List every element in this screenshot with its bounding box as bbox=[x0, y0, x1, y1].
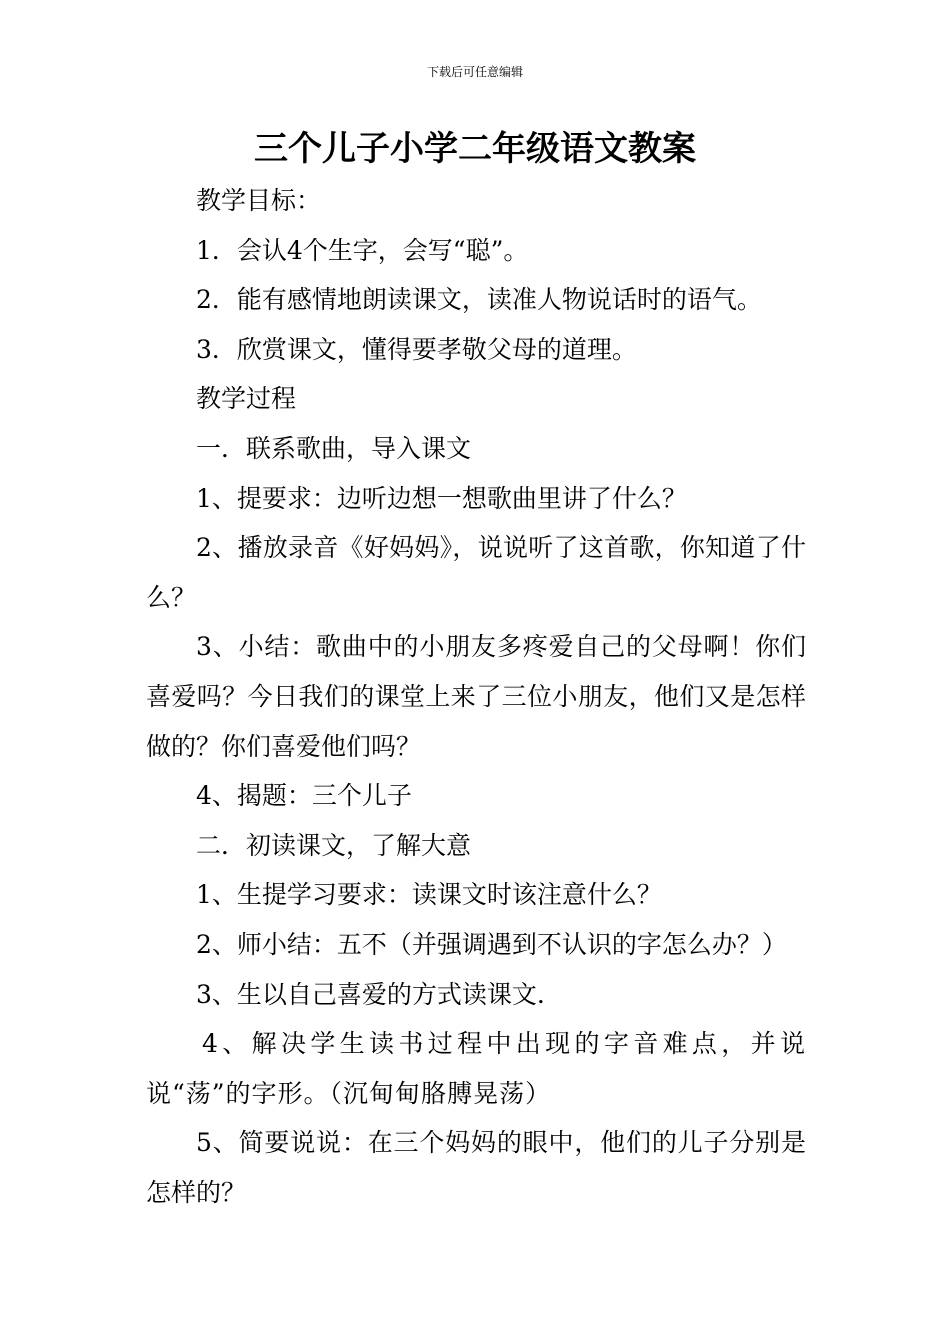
step-item: 5、简要说说：在三个妈妈的眼中，他们的儿子分别是怎样的？ bbox=[146, 1128, 806, 1207]
section-heading-process: 教学过程 bbox=[196, 384, 297, 414]
step-item: 4、解决学生读书过程中出现的字音难点，并说说“荡”的字形。（沉甸甸胳膊晃荡） bbox=[146, 1029, 806, 1108]
objective-item-3: 3．欣赏课文，懂得要孝敬父母的道理。 bbox=[196, 334, 637, 364]
step-item: 2、师小结：五不（并强调遇到不认识的字怎么办？） bbox=[196, 929, 787, 959]
step-item: 4、揭题：三个儿子 bbox=[196, 781, 412, 811]
step-item: 3、小结：歌曲中的小朋友多疼爱自己的父母啊！你们喜爱吗？今日我们的课堂上来了三位小朋友，他们又是怎样做的？你们喜爱他们吗？ bbox=[146, 632, 806, 761]
step-heading-1: 一．联系歌曲，导入课文 bbox=[196, 433, 472, 463]
step-item: 2、播放录音《好妈妈》，说说听了这首歌，你知道了什么？ bbox=[146, 533, 806, 612]
step-heading-2: 二．初读课文，了解大意 bbox=[196, 830, 472, 860]
section-heading-objectives: 教学目标： bbox=[196, 186, 322, 215]
step-item: 1、生提学习要求：读课文时该注意什么？ bbox=[196, 880, 662, 910]
page-header-note: 下载后可任意编辑 bbox=[426, 65, 523, 79]
document-body bbox=[146, 176, 806, 1217]
document-title: 三个儿子小学二年级语文教案 bbox=[254, 129, 696, 169]
objective-item-2: 2．能有感情地朗读课文，读准人物说话时的语气。 bbox=[196, 285, 762, 315]
objective-item-1: 1．会认4个生字，会写“聪”。 bbox=[196, 235, 529, 265]
step-item: 3、生以自己喜爱的方式读课文. bbox=[196, 979, 545, 1009]
step-item: 1、提要求：边听边想一想歌曲里讲了什么？ bbox=[196, 483, 687, 513]
